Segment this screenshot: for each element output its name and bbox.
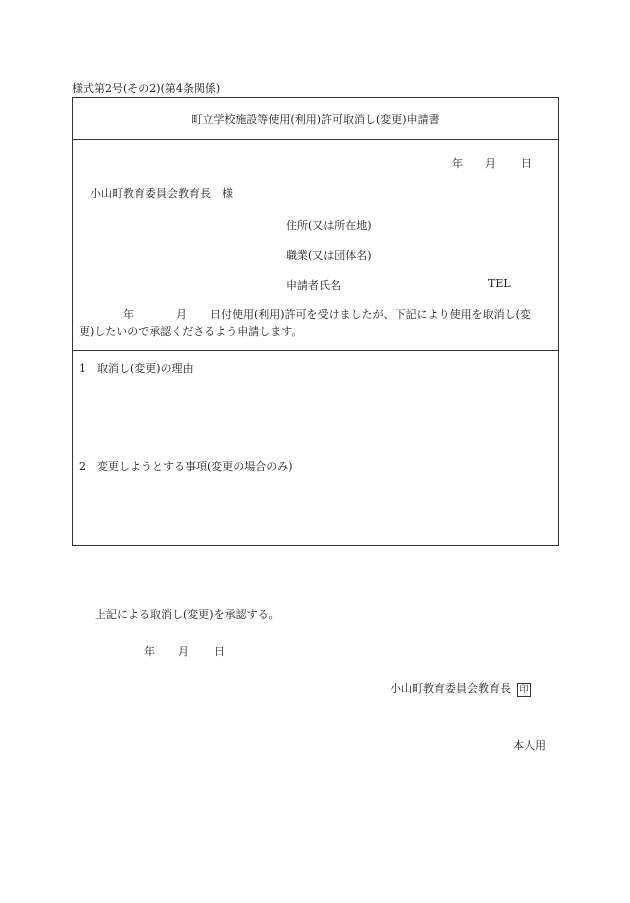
copy-label: 本人用 — [513, 739, 546, 752]
occupation-label: 職業(又は団体名) — [286, 249, 372, 262]
body-month: 月 — [176, 308, 187, 321]
request-text-line-2: 更)したいので承認くださるよう申請します。 — [79, 325, 303, 338]
date-month: 月 — [485, 157, 496, 170]
approver-title: 小山町教育委員会教育長 — [390, 682, 511, 695]
section-divider — [73, 350, 558, 351]
request-text-line-1: 日付使用(利用)許可を受けましたが、下記により使用を取消し(変 — [210, 308, 531, 321]
approval-month: 月 — [178, 645, 189, 658]
item-1-reason: 1 取消し(変更)の理由 — [79, 362, 194, 375]
address-label: 住所(又は所在地) — [286, 219, 372, 232]
form-title: 町立学校施設等使用(利用)許可取消し(変更)申請書 — [191, 113, 440, 126]
title-divider — [73, 139, 558, 140]
tel-label: TEL — [488, 277, 511, 290]
application-form-box — [72, 97, 559, 546]
addressee: 小山町教育委員会教育長 様 — [90, 187, 233, 200]
approval-year: 年 — [144, 645, 155, 658]
form-reference: 様式第2号(その2)(第4条関係) — [72, 82, 221, 95]
approver-line — [390, 680, 531, 697]
approval-text: 上記による取消し(変更)を承認する。 — [95, 608, 280, 621]
body-year: 年 — [123, 308, 134, 321]
date-year: 年 — [452, 157, 463, 170]
item-2-changes: 2 変更しようとする事項(変更の場合のみ) — [79, 460, 293, 473]
seal-mark: 印 — [517, 683, 531, 697]
date-day: 日 — [521, 157, 532, 170]
approval-day: 日 — [214, 645, 225, 658]
applicant-name-label: 申請者氏名 — [286, 279, 341, 292]
